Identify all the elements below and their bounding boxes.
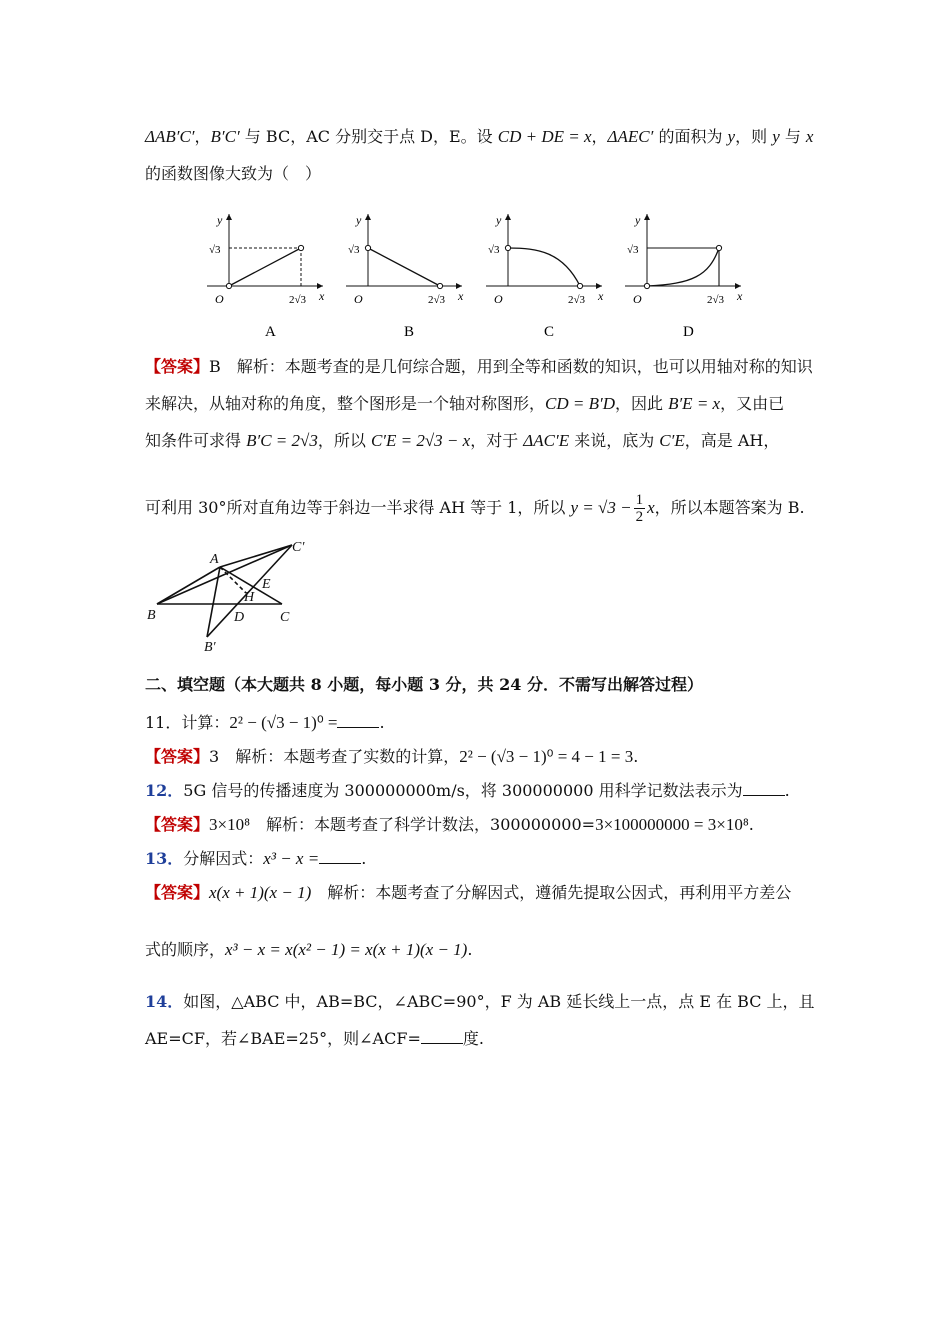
label-c-prime: C′ [292, 540, 305, 555]
question-12: 12．5G 信号的传播速度为 300000000m/s，将 300000000 用科学记数法表示为 . [145, 781, 790, 800]
svg-text:O: O [633, 292, 642, 306]
answer-13-line-2: 式的顺序，x³ − x = x(x² − 1) = x(x + 1)(x − 1). [145, 940, 473, 959]
graph-d-curve [647, 248, 719, 286]
label-h: H [244, 590, 255, 605]
svg-text:x: x [458, 289, 464, 303]
graph-d-letter: D [683, 324, 694, 338]
graph-a-letter: A [265, 324, 276, 338]
svg-text:√3: √3 [627, 244, 639, 256]
svg-text:2√3: 2√3 [428, 294, 446, 306]
graph-a-x-label: x [319, 289, 325, 303]
graph-a-curve [229, 248, 301, 286]
answer-blank-11[interactable] [337, 713, 379, 728]
svg-text:O: O [494, 292, 503, 306]
question-13: 13．分解因式：x³ − x = . [145, 849, 367, 868]
svg-text:O: O [354, 292, 363, 306]
svg-text:2√3: 2√3 [568, 294, 586, 306]
svg-text:x: x [598, 289, 604, 303]
label-b-prime: B′ [204, 640, 216, 655]
answer-10-line-4: 可利用 30°所对直角边等于斜边一半求得 AH 等于 1，所以 y = √3 − $\frac{1}{2}$ x，所以本题答案为 B. [145, 492, 805, 525]
equation-cd-de: CD + DE = x [497, 127, 592, 146]
graph-c-letter: C [544, 324, 555, 338]
answer-10-line-3: 知条件可求得 B′C = 2√3，所以 C′E = 2√3 − x，对于 ΔAC′E 来说，底为 C′E，高是 AH， [145, 431, 780, 450]
label-d: D [234, 610, 245, 625]
graph-a-y-label: y [217, 213, 223, 227]
answer-blank-12[interactable] [743, 781, 785, 796]
answer-10-line-2: 来解决，从轴对称的角度，整个图形是一个轴对称图形，CD = B′D，因此 B′E = x，又由已 [145, 394, 785, 413]
question-11: 11．计算：2² − (√3 − 1)⁰ = . [145, 713, 385, 732]
intro-line-2: 的函数图像大致为（ ） [145, 164, 322, 183]
graph-c-curve [508, 248, 580, 286]
question-14-line-2: AE=CF，若∠BAE=25°，则∠ACF= 度. [145, 1029, 484, 1048]
triangle-aec-prime: ΔAEC′ [607, 127, 654, 146]
svg-text:√3: √3 [488, 244, 500, 256]
answer-blank-13[interactable] [319, 849, 361, 864]
graph-a-x-tick: 2√3 [289, 294, 307, 306]
graph-a-origin: O [215, 292, 224, 306]
answer-11: 【答案】3 解析：本题考查了实数的计算，2² − (√3 − 1)⁰ = 4 − 1 = 3. [145, 747, 639, 766]
answer-10-line-1: 【答案】B 解析：本题考查的是几何综合题，用到全等和函数的知识，也可以用轴对称的知识 [145, 357, 813, 376]
graph-c [486, 213, 604, 338]
fraction-one-half: $\frac{1}{2}$ [635, 492, 644, 525]
answer-12: 【答案】3×10⁸ 解析：本题考查了科学计数法，300000000=3×100000000 = 3×10⁸. [145, 815, 754, 834]
label-e: E [262, 577, 271, 592]
section-2-heading: 二、填空题（本大题共 8 小题，每小题 3 分，共 24 分．不需写出解答过程） [145, 675, 703, 694]
label-b: B [147, 608, 156, 623]
question-14-line-1: 14．如图，△ABC 中，AB=BC，∠ABC=90°，F 为 AB 延长线上一点，点 E 在 BC 上，且 [145, 992, 815, 1011]
intro-line-1: ΔAB′C′，B′C′ 与 BC，AC 分别交于点 D，E。设 CD + DE = x，ΔAEC′ 的面积为 y，则 y 与 x [145, 127, 814, 146]
svg-text:y: y [356, 213, 362, 227]
answer-letter: B [209, 357, 221, 376]
graph-b-letter: B [404, 324, 415, 338]
answer-13: 【答案】x(x + 1)(x − 1) 解析：本题考查了分解因式，遵循先提取公因式，再利用平方差公 [145, 883, 792, 902]
segment-bc-prime: B′C′ [210, 127, 240, 146]
svg-text:2√3: 2√3 [707, 294, 725, 306]
graph-d [625, 213, 743, 338]
triangle-abc-prime: ΔAB′C′ [145, 127, 195, 146]
graph-a-y-tick: √3 [209, 244, 221, 256]
graph-options [0, 208, 950, 338]
triangle-figure [142, 535, 322, 655]
svg-text:y: y [635, 213, 641, 227]
graph-a [207, 213, 325, 338]
intro-text: 与 BC，AC 分别交于点 D，E。设 [239, 127, 498, 146]
svg-text:√3: √3 [348, 244, 360, 256]
label-a: A [210, 552, 219, 567]
label-c: C [280, 610, 290, 625]
svg-text:x: x [737, 289, 743, 303]
svg-text:y: y [496, 213, 502, 227]
answer-blank-14[interactable] [421, 1029, 463, 1044]
graph-b [346, 213, 464, 338]
answer-tag: 【答案】 [145, 357, 210, 376]
graph-b-curve [368, 248, 440, 286]
